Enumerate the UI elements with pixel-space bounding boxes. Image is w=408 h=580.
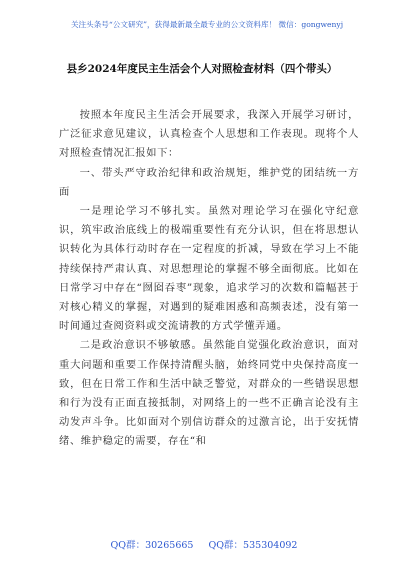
footer-qq-group-1: QQ群：30265665: [110, 540, 194, 551]
paragraph-intro: 按照本年度民主生活会开展要求，我深入开展学习研讨，广泛征求意见建议，认真检查个人思想和工作表现。现将个人对照检查情况汇报如下：: [59, 109, 359, 160]
header-note: 关注头条号“公文研究”，获得最新最全最专业的公文资料库！ 微信：gongwenyj: [70, 20, 344, 29]
page-title: 县乡2024年度民主生活会个人对照检查材料（四个带头）: [66, 63, 338, 75]
footer-qq-group-2: QQ群：535304092: [208, 540, 298, 551]
document-body: [59, 106, 359, 452]
paragraph-political-awareness: 二是政治意识不够敏感。虽然能自觉强化政治意识，面对重大问题和重要工作保持清醒头脑，始终同党中央保持高度一致，但在日常工作和生活中缺乏警觉，对群众的一些错误思想和行为没有正面直接抵制，对网络上的一些不正确言论没有主动发声斗争。比如面对个别信访群众的过激言论，出于安抚情绪、维护稳定的需要，存在“和: [59, 339, 359, 448]
paragraph-theory-study: 一是理论学习不够扎实。虽然对理论学习在强化守纪意识，筑牢政治底线上的极端重要性有充分认识，但在将思想认识转化为具体行动时存在一定程度的折减，导致在学习上不能持续保持严肃认真、对思想理论的掌握不够全面彻底。比如在日常学习中存在“囫囵吞枣”现象，追求学习的次数和篇幅甚于对核心精义的掌握，对遇到的疑难困惑和高频表述，没有第一时间通过查阅资料或交流请教的方式学懂弄通。: [59, 205, 359, 333]
paragraph-section-heading: 一、带头严守政治纪律和政治规矩，维护党的团结统一方面: [59, 166, 359, 198]
footer: [0, 540, 408, 552]
